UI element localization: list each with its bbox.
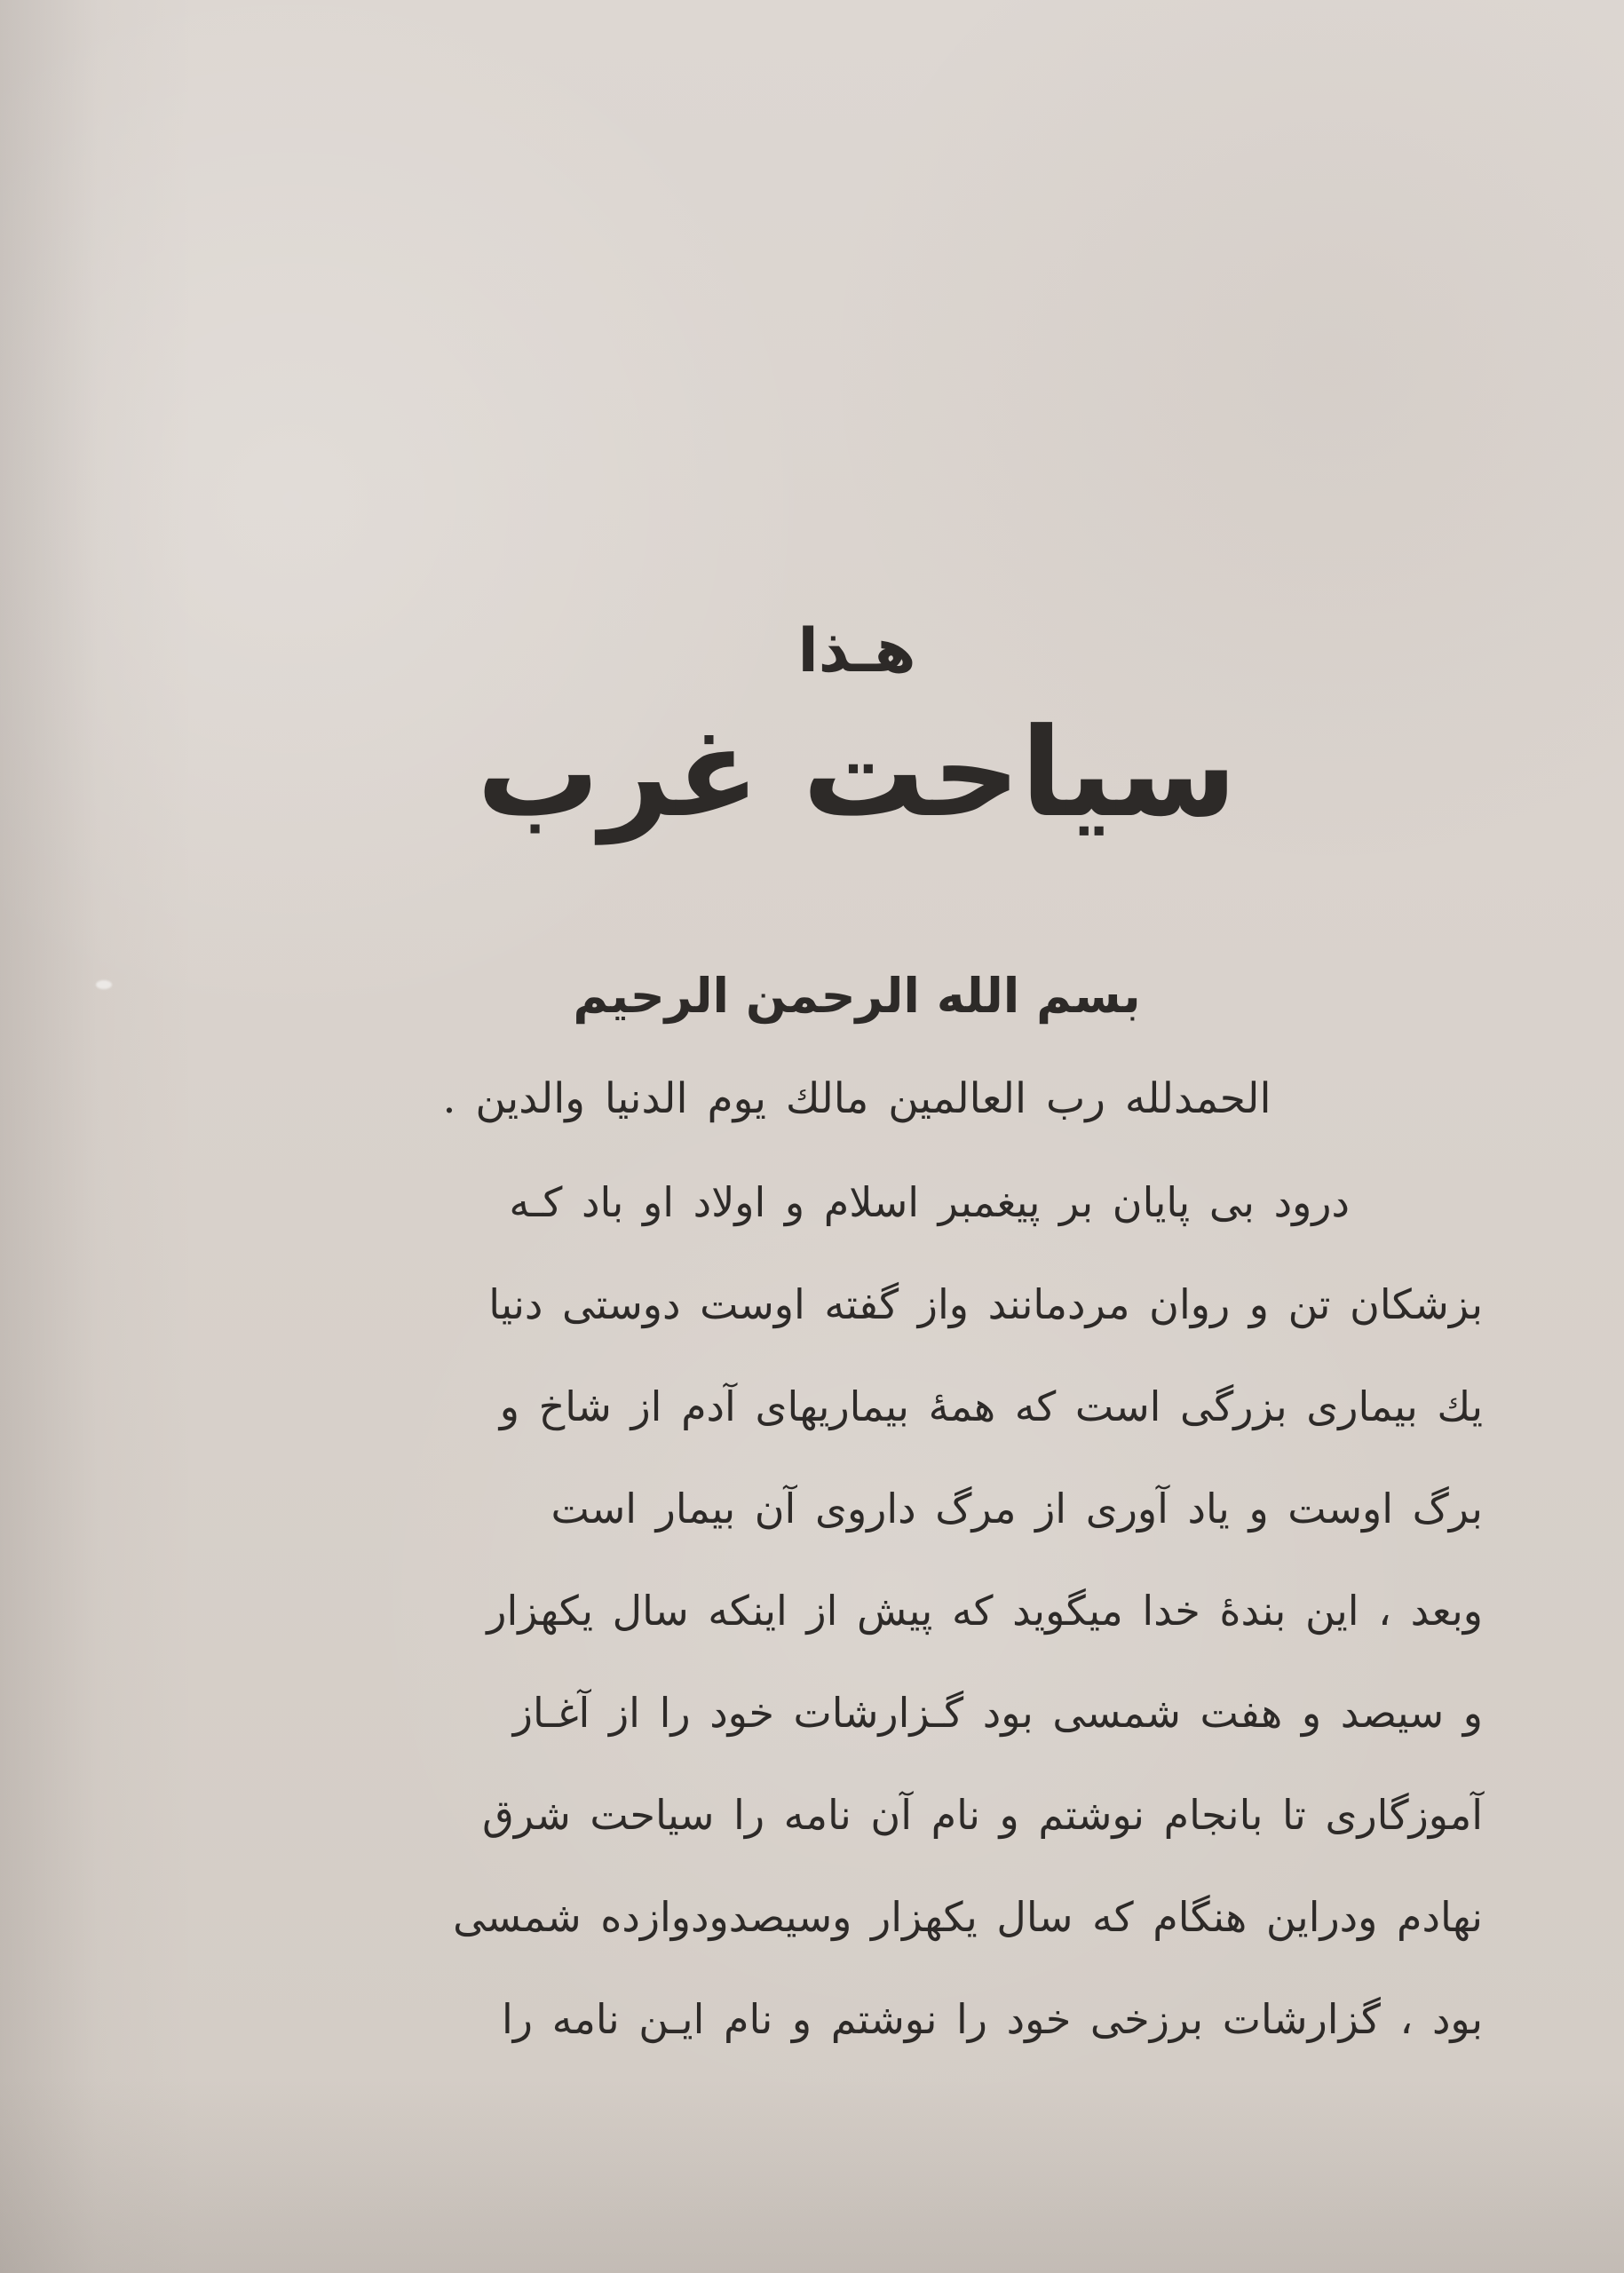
text-line-8: آموزگاری تا بانجام نوشتم و نام آن نامه را سیاحت شرق [482, 1790, 1483, 1839]
text-line-2: درود بی پایان بر پیغمبر اسلام و اولاد او باد کـه [509, 1177, 1350, 1226]
document-text-block [231, 616, 1483, 2071]
basmala: بسم الله الرحمن الرحیم [573, 968, 1141, 1024]
left-page-shadow [0, 0, 195, 2273]
page-title: سیاحت غرب [476, 701, 1238, 844]
text-line-5: برگ اوست و یاد آوری از مرگ داروی آن بیمار است [551, 1484, 1483, 1532]
paper-speck [96, 980, 112, 989]
text-line-10: بود ، گزارشات برزخی خود را نوشتم و نام ایـن نامه را [501, 1994, 1483, 2043]
text-line-6: وبعد ، این بندهٔ خدا میگوید که پیش از اینکه سال یکهزار [487, 1586, 1483, 1635]
text-line-3: بزشکان تن و روان مردمانند واز گفته اوست دوستی دنیا [488, 1279, 1483, 1328]
bottom-page-shadow [0, 2078, 1624, 2273]
text-line-1: الحمدلله رب العالمین مالك یوم الدنیا والدین . [442, 1073, 1271, 1123]
text-line-4: یك بیماری بزرگی است که همهٔ بیماریهای آدم از شاخ و [499, 1382, 1483, 1430]
text-line-9: نهادم ودراین هنگام که سال یکهزار وسیصدودوازده شمسی [453, 1892, 1483, 1941]
overline: هـذا [797, 616, 916, 686]
text-line-7: و سیصد و هفت شمسی بود گـزارشات خود را از آغـاز [512, 1688, 1483, 1737]
